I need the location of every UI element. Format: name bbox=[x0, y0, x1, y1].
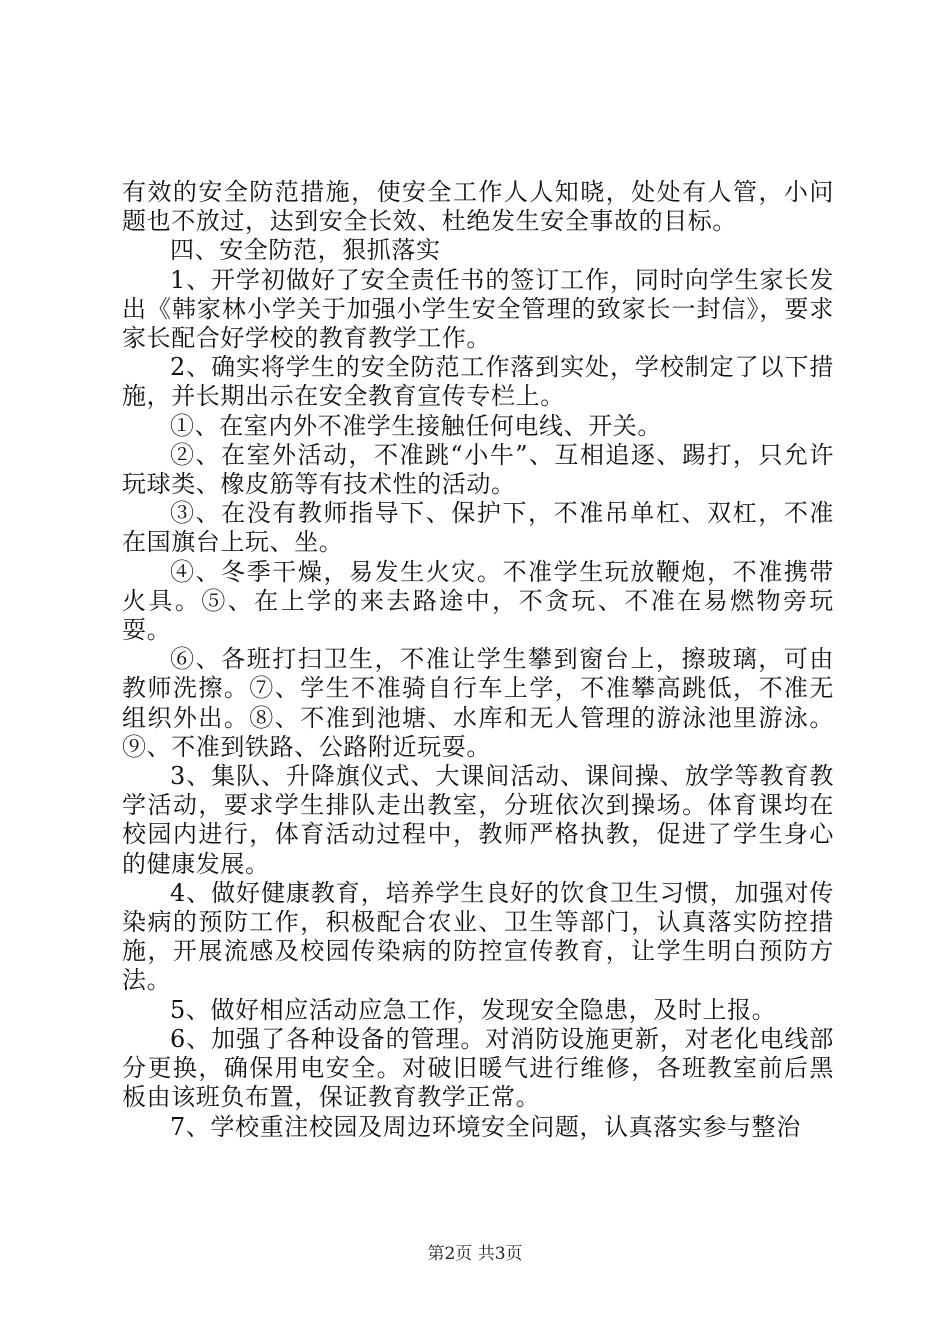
sub-item-3: ③、在没有教师指导下、保护下，不准吊单杠、双杠，不准在国旗台上玩、坐。 bbox=[122, 499, 834, 557]
paragraph-item-1: 1、开学初做好了安全责任书的签订工作，同时向学生家长发出《韩家林小学关于加强小学生安全管理的致家长一封信》，要求家长配合好学校的教育教学工作。 bbox=[122, 265, 834, 353]
sub-item-1: ①、在室内外不准学生接触任何电线、开关。 bbox=[170, 411, 662, 440]
sub-item-2: ②、在室外活动，不准跳“小牛”、互相追逐、踢打，只允许玩球类、橡皮筋等有技术性的活动。 bbox=[122, 440, 834, 499]
paragraph-continuation: 有效的安全防范措施，使安全工作人人知晓，处处有人管，小问题也不放过，达到安全长效、杜绝发生安全事故的目标。 bbox=[122, 178, 834, 236]
paragraph-item-3: 3、集队、升降旗仪式、大课间活动、课间操、放学等教育教学活动，要求学生排队走出教室，分班依次到操场。体育课均在校园内进行，体育活动过程中，教师严格执教，促进了学生身心的健康发展。 bbox=[122, 762, 834, 878]
paragraph-item-4: 4、做好健康教育，培养学生良好的饮食卫生习惯，加强对传染病的预防工作，积极配合农业、卫生等部门，认真落实防控措施，开展流感及校园传染病的防控宣传教育，让学生明白预防方法。 bbox=[122, 878, 834, 995]
sub-item-4-5: ④、冬季干燥，易发生火灾。不准学生玩放鞭炮，不准携带火具。⑤、在上学的来去路途中，不贪玩、不准在易燃物旁玩耍。 bbox=[122, 557, 834, 645]
document-body bbox=[122, 178, 834, 1142]
paragraph-item-7: 7、学校重注校园及周边环境安全问题，认真落实参与整治 bbox=[170, 1112, 801, 1141]
paragraph-item-6: 6、加强了各种设备的管理。对消防设施更新，对老化电线部分更换，确保用电安全。对破旧暖气进行维修，各班教室前后黑板由该班负布置，保证教育教学正常。 bbox=[122, 1024, 834, 1112]
paragraph-item-2: 2、确实将学生的安全防范工作落到实处，学校制定了以下措施，并长期出示在安全教育宣传专栏上。 bbox=[122, 353, 834, 411]
sub-item-6-9: ⑥、各班打扫卫生，不准让学生攀到窗台上，擦玻璃，可由教师洗擦。⑦、学生不准骑自行车上学，不准攀高跳低，不准无组织外出。⑧、不准到池塘、水库和无人管理的游泳池里游泳。⑨、不准到铁路、公路附近玩耍。 bbox=[122, 645, 834, 761]
paragraph-item-5: 5、做好相应活动应急工作，发现安全隐患，及时上报。 bbox=[170, 995, 777, 1024]
page-footer: 第2页 共3页 bbox=[427, 1244, 523, 1264]
section-heading: 四、安全防范，狠抓落实 bbox=[170, 236, 441, 265]
